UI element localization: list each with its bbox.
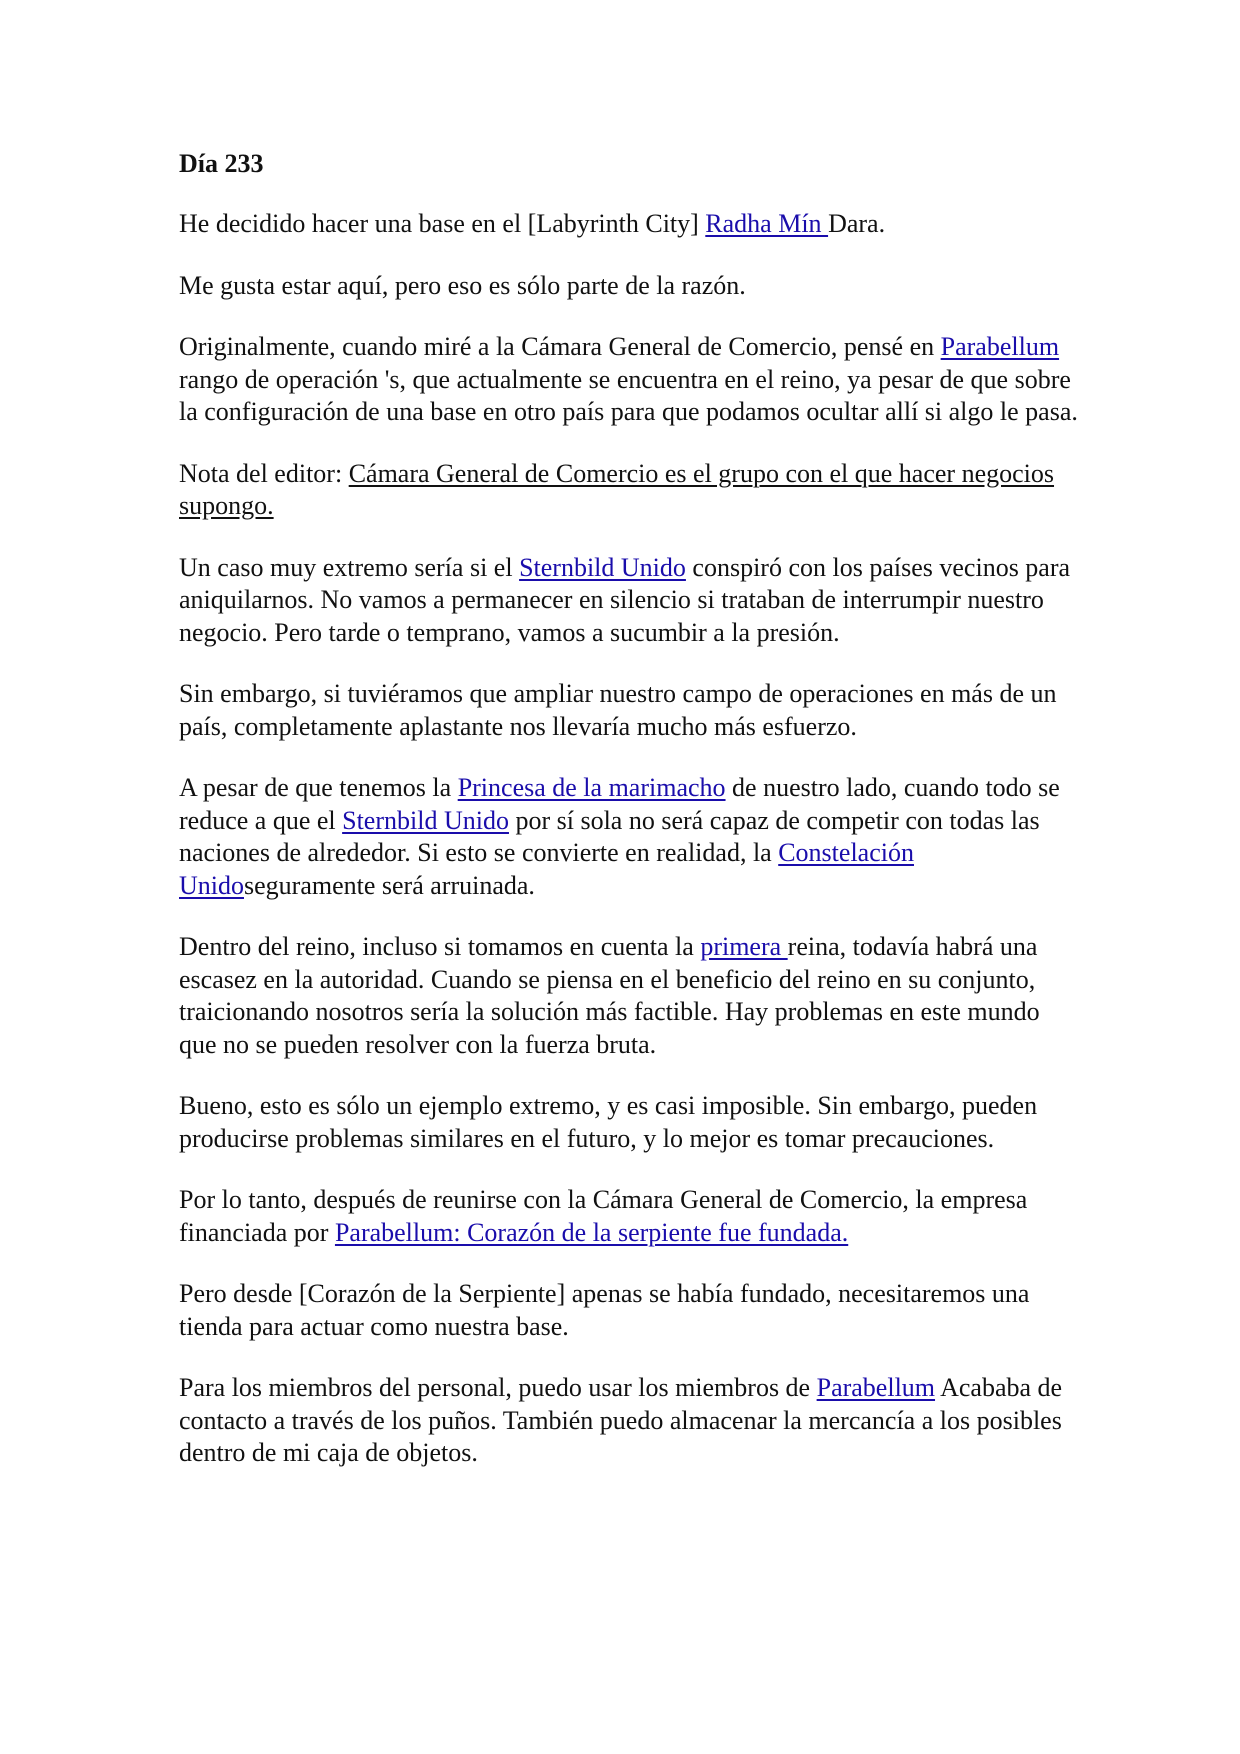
paragraph-11: Pero desde [Corazón de la Serpiente] apenas se había fundado, necesitaremos una tienda para actuar como nuestra base. [179, 1279, 1030, 1341]
paragraph-text: A pesar de que tenemos la [179, 773, 458, 802]
paragraph-9: Bueno, esto es sólo un ejemplo extremo, y es casi imposible. Sin embargo, pueden producirse problemas similares en el futuro, y lo mejor es tomar precauciones. [179, 1091, 1038, 1153]
paragraph-5 [179, 552, 1079, 650]
link-primera[interactable]: primera [700, 932, 788, 961]
link-parabellum-corazon-de-la-serpiente[interactable]: Parabellum: Corazón de la serpiente fue fundada. [334, 1217, 849, 1247]
paragraph-3 [179, 331, 1079, 429]
paragraph-6: Sin embargo, si tuviéramos que ampliar nuestro campo de operaciones en más de un país, completamente aplastante nos llevaría mucho más esfuerzo. [179, 679, 1057, 741]
paragraph-text: Dara. [828, 209, 886, 238]
paragraph-text: Dentro del reino, incluso si tomamos en cuenta la [179, 932, 701, 961]
paragraph-text: por sí sola no será capaz de competir con todas las naciones de alrededor. Si esto se convierte en realidad, la [179, 805, 1040, 867]
link-parabellum[interactable]: Parabellum [816, 1373, 936, 1402]
paragraph-text: reina, todavía habrá una escasez en la autoridad. Cuando se piensa en el beneficio del reino en su conjunto, traicionando nosotros sería la solución más factible. Hay problemas en este mundo que no se pueden resolver con la fuerza bruta. [179, 932, 1040, 1059]
paragraph-text: rango de operación 's, que actualmente se encuentra en el reino, ya pesar de que sobre la configuración de una base en otro país para que podamos ocultar allí si algo le pasa. [179, 364, 1078, 426]
paragraph-7 [179, 772, 1079, 902]
link-sternbild-unido[interactable]: Sternbild Unido [519, 552, 686, 582]
paragraph-text: Un caso muy extremo sería si el [179, 552, 520, 582]
editor-note-label: Nota del editor: [179, 458, 349, 488]
editor-note-text: Cámara General de Comercio es el grupo con el que hacer negocios supongo. [179, 458, 1055, 520]
paragraph-text: He decidido hacer una base en el [Labyrinth City] [179, 209, 706, 238]
paragraph-12 [179, 1372, 1079, 1470]
paragraph-10 [179, 1184, 1079, 1249]
link-sternbild-unido[interactable]: Sternbild Unido [342, 805, 509, 835]
paragraph-8 [179, 931, 1079, 1061]
paragraph-text: Originalmente, cuando miré a la Cámara General de Comercio, pensé en [179, 332, 941, 361]
paragraph-text: Acababa de contacto a través de los puños. También puedo almacenar la mercancía a los posibles dentro de mi caja de objetos. [179, 1373, 1063, 1467]
paragraph-text: seguramente será arruinada. [244, 870, 535, 900]
paragraph-text: Para los miembros del personal, puedo usar los miembros de [179, 1373, 817, 1402]
document-body [179, 148, 1079, 1499]
paragraph-text: Por lo tanto, después de reunirse con la Cámara General de Comercio, la empresa financiada por [179, 1185, 1028, 1247]
paragraph-1 [179, 208, 1079, 241]
page-title: Día 233 [179, 149, 264, 178]
link-parabellum[interactable]: Parabellum [940, 332, 1060, 361]
link-princesa-de-la-marimacho[interactable]: Princesa de la marimacho [457, 773, 726, 802]
paragraph-2: Me gusta estar aquí, pero eso es sólo parte de la razón. [179, 270, 746, 300]
paragraph-text: conspiró con los países vecinos para aniquilarnos. No vamos a permanecer en silencio si trataban de interrumpir nuestro negocio. Pero tarde o temprano, vamos a sucumbir a la presión. [179, 552, 1071, 647]
paragraph-text: de nuestro lado, cuando todo se reduce a que el [179, 773, 1060, 835]
paragraph-4-editor-note [179, 458, 1079, 523]
link-radha-min[interactable]: Radha Mín [705, 209, 829, 238]
link-constelacion-unido[interactable]: Constelación Unido [179, 838, 914, 900]
